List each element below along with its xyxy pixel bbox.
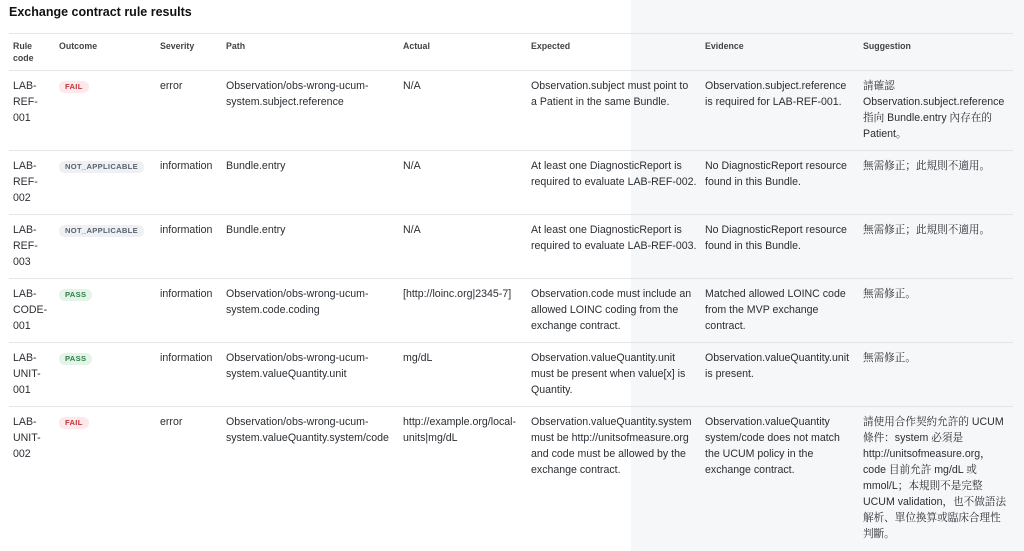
actual-cell: N/A: [399, 71, 527, 151]
path-cell: Bundle.entry: [222, 215, 399, 279]
column-header-expected[interactable]: Expected: [527, 34, 701, 71]
expected-cell: Observation.valueQuantity.unit must be present when value[x] is Quantity.: [527, 343, 701, 407]
column-header-rule-code[interactable]: Rule code: [9, 34, 55, 71]
actual-cell: N/A: [399, 215, 527, 279]
rule-code-cell: LAB-REF-003: [9, 215, 55, 279]
column-header-evidence[interactable]: Evidence: [701, 34, 859, 71]
evidence-cell: Observation.subject.reference is required for LAB-REF-001.: [701, 71, 859, 151]
outcome-badge: NOT_APPLICABLE: [59, 225, 144, 237]
outcome-cell: [55, 215, 156, 279]
severity-cell: information: [156, 215, 222, 279]
expected-cell: Observation.code must include an allowed LOINC coding from the exchange contract.: [527, 279, 701, 343]
actual-cell: http://example.org/local-units|mg/dL: [399, 407, 527, 551]
evidence-cell: Observation.valueQuantity system/code does not match the UCUM policy in the exchange contract.: [701, 407, 859, 551]
expected-cell: At least one DiagnosticReport is required to evaluate LAB-REF-002.: [527, 151, 701, 215]
suggestion-cell: 無需修正。: [859, 279, 1013, 343]
outcome-cell: [55, 407, 156, 551]
table-body: [9, 71, 1013, 551]
severity-cell: error: [156, 71, 222, 151]
expected-cell: Observation.valueQuantity.system must be http://unitsofmeasure.org and code must be allowed by the exchange contract.: [527, 407, 701, 551]
severity-cell: information: [156, 343, 222, 407]
evidence-cell: No DiagnosticReport resource found in this Bundle.: [701, 215, 859, 279]
path-cell: Observation/obs-wrong-ucum-system.valueQuantity.system/code: [222, 407, 399, 551]
section-title: Exchange contract rule results: [9, 5, 192, 19]
outcome-badge: PASS: [59, 353, 92, 365]
outcome-badge: NOT_APPLICABLE: [59, 161, 144, 173]
evidence-cell: Observation.valueQuantity.unit is present.: [701, 343, 859, 407]
path-cell: Observation/obs-wrong-ucum-system.code.coding: [222, 279, 399, 343]
table-row: [9, 407, 1013, 551]
severity-cell: information: [156, 151, 222, 215]
expected-cell: At least one DiagnosticReport is required to evaluate LAB-REF-003.: [527, 215, 701, 279]
actual-cell: [http://loinc.org|2345-7]: [399, 279, 527, 343]
table-row: [9, 71, 1013, 151]
suggestion-cell: 無需修正。: [859, 343, 1013, 407]
suggestion-cell: 請確認 Observation.subject.reference 指向 Bundle.entry 內存在的 Patient。: [859, 71, 1013, 151]
rule-code-cell: LAB-UNIT-001: [9, 343, 55, 407]
column-header-suggestion[interactable]: Suggestion: [859, 34, 1013, 71]
table-header-row: [9, 34, 1013, 71]
column-header-outcome[interactable]: Outcome: [55, 34, 156, 71]
path-cell: Observation/obs-wrong-ucum-system.subject.reference: [222, 71, 399, 151]
actual-cell: N/A: [399, 151, 527, 215]
rule-code-cell: LAB-UNIT-002: [9, 407, 55, 551]
rule-results-table: [9, 33, 1013, 551]
suggestion-cell: 無需修正；此規則不適用。: [859, 215, 1013, 279]
rule-code-cell: LAB-CODE-001: [9, 279, 55, 343]
outcome-cell: [55, 279, 156, 343]
outcome-cell: [55, 343, 156, 407]
outcome-badge: PASS: [59, 289, 92, 301]
column-header-path[interactable]: Path: [222, 34, 399, 71]
outcome-badge: FAIL: [59, 81, 89, 93]
rule-code-cell: LAB-REF-001: [9, 71, 55, 151]
rule-code-cell: LAB-REF-002: [9, 151, 55, 215]
path-cell: Observation/obs-wrong-ucum-system.valueQuantity.unit: [222, 343, 399, 407]
outcome-badge: FAIL: [59, 417, 89, 429]
severity-cell: error: [156, 407, 222, 551]
evidence-cell: No DiagnosticReport resource found in this Bundle.: [701, 151, 859, 215]
path-cell: Bundle.entry: [222, 151, 399, 215]
outcome-cell: [55, 71, 156, 151]
table-row: [9, 279, 1013, 343]
outcome-cell: [55, 151, 156, 215]
table-row: [9, 343, 1013, 407]
column-header-severity[interactable]: Severity: [156, 34, 222, 71]
evidence-cell: Matched allowed LOINC code from the MVP exchange contract.: [701, 279, 859, 343]
table-row: [9, 151, 1013, 215]
expected-cell: Observation.subject must point to a Patient in the same Bundle.: [527, 71, 701, 151]
suggestion-cell: 請使用合作契約允許的 UCUM 條件：system 必須是 http://unitsofmeasure.org，code 目前允許 mg/dL 或 mmol/L；本規則不是完整 UCUM validation，也不做語法解析、單位換算或臨床合理性判斷。: [859, 407, 1013, 551]
table-row: [9, 215, 1013, 279]
suggestion-cell: 無需修正；此規則不適用。: [859, 151, 1013, 215]
severity-cell: information: [156, 279, 222, 343]
actual-cell: mg/dL: [399, 343, 527, 407]
column-header-actual[interactable]: Actual: [399, 34, 527, 71]
